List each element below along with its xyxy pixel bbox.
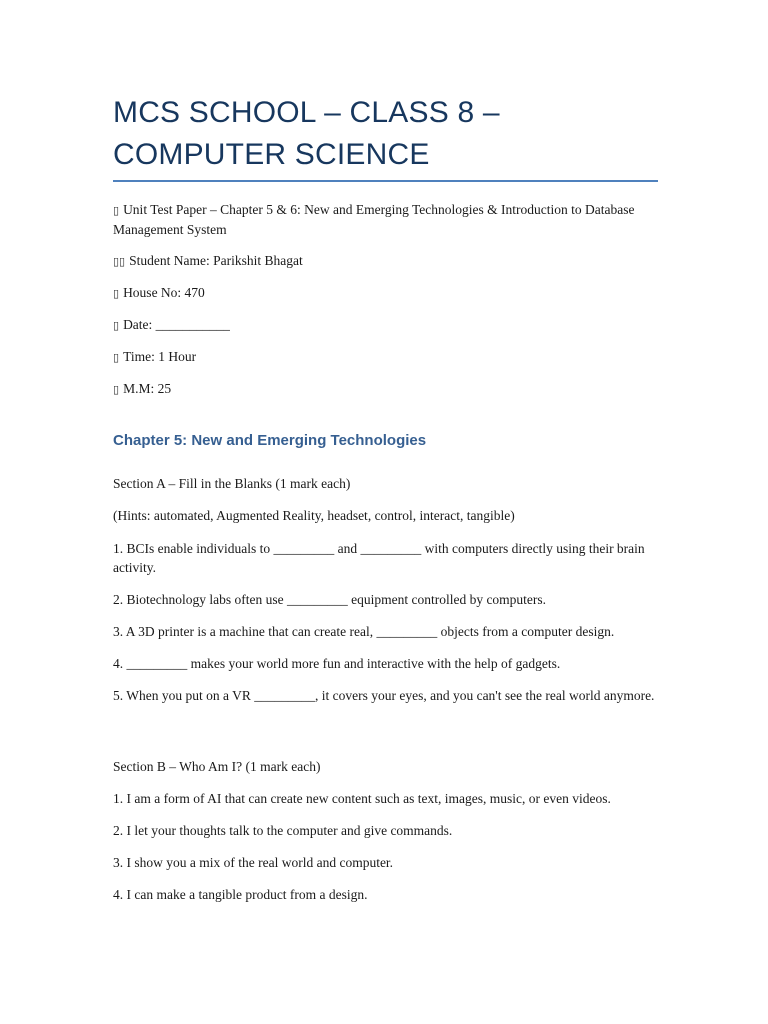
section-a-question: 5. When you put on a VR _________, it covers your eyes, and you can't see the real world anymore. bbox=[113, 688, 655, 703]
title-divider bbox=[113, 180, 658, 182]
section-a-question: 2. Biotechnology labs often use _________ equipment controlled by computers. bbox=[113, 592, 547, 607]
section-a-hints: (Hints: automated, Augmented Reality, headset, control, interact, tangible) bbox=[113, 508, 515, 523]
calendar-icon: ▯ bbox=[113, 319, 120, 332]
section-a-question: 1. BCIs enable individuals to _________ and _________ with computers directly using their brain activity. bbox=[113, 541, 645, 575]
marks-icon: ▯ bbox=[113, 383, 120, 396]
meta-date bbox=[113, 315, 658, 335]
section-b-title: Section B – Who Am I? (1 mark each) bbox=[113, 759, 321, 774]
section-b-question: 2. I let your thoughts talk to the computer and give commands. bbox=[113, 823, 453, 838]
section-a-question: 4. _________ makes your world more fun and interactive with the help of gadgets. bbox=[113, 656, 561, 671]
section-a-question: 3. A 3D printer is a machine that can create real, _________ objects from a computer design. bbox=[113, 624, 615, 639]
page-title: MCS SCHOOL – CLASS 8 – COMPUTER SCIENCE bbox=[113, 96, 500, 171]
chapter5-heading: Chapter 5: New and Emerging Technologies bbox=[113, 432, 427, 449]
meta-student bbox=[113, 251, 658, 271]
house-icon: ▯ bbox=[113, 287, 120, 300]
clock-icon: ▯ bbox=[113, 351, 120, 364]
section-b-question: 3. I show you a mix of the real world and computer. bbox=[113, 855, 394, 870]
document-icon: ▯ bbox=[113, 204, 120, 217]
meta-time bbox=[113, 347, 658, 367]
student-icon: ▯▯ bbox=[113, 255, 126, 268]
meta-marks-text: M.M: 25 bbox=[123, 381, 172, 396]
meta-date-text: Date: ___________ bbox=[123, 317, 230, 332]
section-b-question: 4. I can make a tangible product from a design. bbox=[113, 887, 368, 902]
section-a-title: Section A – Fill in the Blanks (1 mark each) bbox=[113, 476, 351, 491]
meta-house-text: House No: 470 bbox=[123, 285, 205, 300]
meta-paper-text: Unit Test Paper – Chapter 5 & 6: New and Emerging Technologies & Introduction to Database Management System bbox=[113, 202, 635, 237]
meta-marks bbox=[113, 379, 658, 399]
meta-house bbox=[113, 283, 658, 303]
meta-time-text: Time: 1 Hour bbox=[123, 349, 197, 364]
section-b-question: 1. I am a form of AI that can create new content such as text, images, music, or even videos. bbox=[113, 791, 611, 806]
meta-paper bbox=[113, 200, 658, 239]
meta-student-text: Student Name: Parikshit Bhagat bbox=[129, 253, 303, 268]
